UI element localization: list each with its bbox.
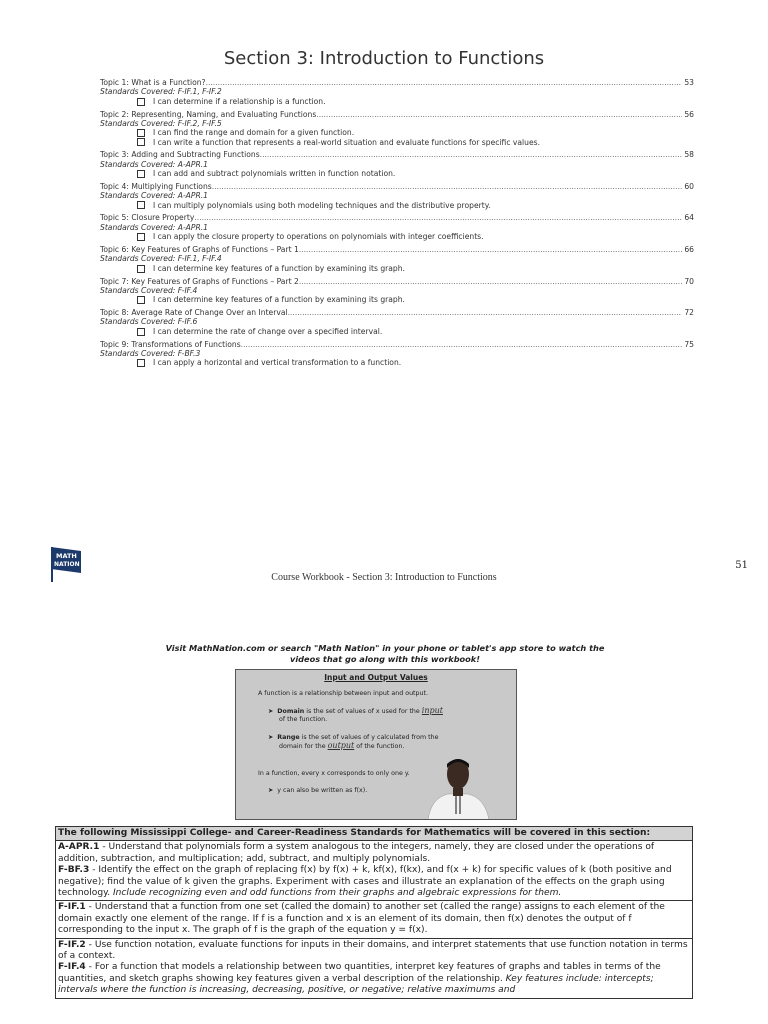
topic-title: Topic 4: Multiplying Functions [100, 181, 212, 191]
topic-line[interactable] [100, 182, 694, 191]
objective-item [100, 295, 694, 304]
promo-line2: videos that go along with this workbook! [290, 654, 480, 664]
toc-topic [100, 340, 694, 368]
standards-covered: Standards Covered: A-APR.1 [100, 222, 208, 232]
standards-covered: Standards Covered: F-IF.1, F-IF.2 [100, 87, 222, 97]
standard-text: - Identify the effect on the graph of replacing f(x) by f(x) + k, kf(x), f(kx), and f(x + k) for specific values of k (both positive and negative); find the value of k given the graphs. Experiment with cases and illustrate an explanation of the effects on the graph using technology. [58, 865, 672, 899]
domain-text: is the set of values of x used for the [304, 708, 422, 715]
objective-item [100, 327, 694, 336]
topic-line[interactable] [100, 245, 694, 254]
topic-title: Topic 3: Adding and Subtracting Functions [100, 150, 260, 160]
topic-title: Topic 8: Average Rate of Change Over an Interval [100, 308, 288, 318]
standard-text-italic: Include recognizing even and odd functions from their graphs and algebraic expressions for them. [112, 888, 562, 899]
topic-page: 75 [684, 339, 694, 349]
standard-code: F-BF.3 [58, 865, 90, 876]
objective-text: I can write a function that represents a real-world situation and evaluate functions for specific values. [153, 137, 541, 147]
domain-text-cont: of the function. [279, 716, 328, 723]
toc-topic [100, 110, 694, 148]
topic-title: Topic 7: Key Features of Graphs of Functions – Part 2 [100, 276, 299, 286]
checkbox-icon[interactable] [137, 328, 145, 336]
topic-page: 72 [684, 308, 694, 318]
topic-line[interactable] [100, 110, 694, 119]
dot-leader [260, 150, 683, 159]
dot-leader [288, 308, 683, 317]
standards-covered: Standards Covered: F-IF.4 [100, 285, 198, 295]
objective-text: I can add and subtract polynomials written in function notation. [153, 169, 396, 179]
dot-leader [241, 340, 683, 349]
dot-leader [212, 182, 683, 191]
table-row [56, 939, 692, 998]
checkbox-icon[interactable] [137, 296, 145, 304]
objective-item [100, 169, 694, 178]
topic-title: Topic 6: Key Features of Graphs of Functions – Part 1 [100, 244, 299, 254]
topic-line[interactable] [100, 213, 694, 222]
objective-item [100, 201, 694, 210]
toc-topic [100, 182, 694, 210]
dot-leader [194, 213, 682, 222]
range-text-cont: domain for the [279, 743, 328, 750]
toc-topic [100, 213, 694, 241]
standard-text: - Understand that polynomials form a system analogous to the integers, namely, they are closed under the operations of addition, subtraction, and multiplication; add, subtract, and multiply polynomials. [58, 842, 655, 864]
toc-topic [100, 245, 694, 273]
topic-page: 56 [684, 109, 694, 119]
topic-line[interactable] [100, 340, 694, 349]
dot-leader [206, 78, 683, 87]
arrow-bullet-icon: ➤ [268, 708, 278, 715]
video-title: Input and Output Values [324, 673, 428, 682]
standard-text: - For a function that models a relationship between two quantities, interpret key features of graphs and tables in terms of the quantities, and sketch graphs showing key features given a verbal description of the relationship. [58, 962, 661, 984]
topic-line[interactable] [100, 78, 694, 87]
standards-covered: Standards Covered: F-IF.2, F-IF.5 [100, 118, 222, 128]
checkbox-icon[interactable] [137, 170, 145, 178]
page-number: 51 [735, 560, 748, 571]
topic-page: 60 [684, 181, 694, 191]
topic-page: 53 [684, 78, 694, 87]
objective-text: I can apply the closure property to operations on polynomials with integer coefficients. [153, 232, 484, 242]
objective-text: I can apply a horizontal and vertical transformation to a function. [153, 358, 402, 368]
table-row [56, 901, 692, 938]
objective-item [100, 232, 694, 241]
topic-page: 70 [684, 276, 694, 286]
standard-code: F-IF.1 [58, 902, 86, 913]
objective-text: I can determine the rate of change over a specified interval. [153, 326, 383, 336]
topic-page: 64 [684, 213, 694, 223]
toc-topic [100, 150, 694, 178]
standard-text-italic: Key features include: intercepts; intervals where the function is increasing, decreasing, positive, or negative; relative maximums and [58, 973, 654, 996]
topic-line[interactable] [100, 308, 694, 317]
dot-leader [316, 110, 682, 119]
domain-label: Domain [277, 708, 305, 715]
standards-covered: Standards Covered: A-APR.1 [100, 191, 208, 201]
objective-item [100, 138, 694, 147]
toc-topic [100, 308, 694, 336]
standard-code: F-IF.2 [58, 939, 86, 950]
arrow-bullet-icon: ➤ [268, 734, 278, 741]
topic-page: 58 [684, 150, 694, 160]
logo-line2: NATION [54, 561, 80, 568]
table-of-contents [100, 78, 694, 371]
objective-text: I can determine key features of a function by examining its graph. [153, 263, 405, 273]
fx-text: y can also be written as f(x). [277, 787, 368, 794]
video-every: In a function, every x corresponds to only one y. [258, 770, 410, 777]
range-label: Range [277, 734, 300, 741]
range-handwriting: output [327, 741, 355, 750]
table-row [56, 841, 692, 901]
checkbox-icon[interactable] [137, 201, 145, 209]
objective-item [100, 264, 694, 273]
standards-covered: Standards Covered: F-IF.1, F-IF.4 [100, 254, 222, 264]
standards-table [55, 826, 693, 999]
video-fx-bullet [268, 787, 367, 795]
standards-covered: Standards Covered: A-APR.1 [100, 159, 208, 169]
logo-line1: MATH [56, 552, 77, 560]
objective-text: I can multiply polynomials using both modeling techniques and the distributive property. [153, 200, 491, 210]
objective-item [100, 358, 694, 367]
topic-line[interactable] [100, 150, 694, 159]
toc-topic [100, 277, 694, 305]
domain-handwriting: input [421, 706, 443, 715]
presenter-image [423, 748, 493, 820]
standard-code: F-IF.4 [58, 962, 86, 973]
footer: Course Workbook - Section 3: Introduction to Functions [271, 572, 497, 583]
topic-title: Topic 1: What is a Function? [100, 78, 206, 87]
video-intro: A function is a relationship between input and output. [258, 690, 428, 697]
topic-page: 66 [684, 244, 694, 254]
standard-text: - Understand that a function from one set (called the domain) to another set (called the range) assigns to each element of the domain exactly one element of the range. If f is a function and x is an element of its domain, then f(x) denotes the output of f corresponding to the input x. The graph of f is the graph of the equation y = f(x). [58, 902, 665, 936]
page-title: Section 3: Introduction to Functions [223, 48, 545, 69]
checkbox-icon[interactable] [137, 265, 145, 273]
standards-covered: Standards Covered: F-IF.6 [100, 317, 198, 327]
checkbox-icon[interactable] [137, 138, 145, 146]
dot-leader [299, 277, 683, 286]
objective-item [100, 97, 694, 106]
objective-text: I can determine key features of a function by examining its graph. [153, 295, 405, 305]
objective-text: I can determine if a relationship is a function. [153, 96, 326, 106]
topic-title: Topic 5: Closure Property [100, 213, 195, 223]
video-domain-bullet [268, 707, 498, 724]
video-thumbnail[interactable] [235, 669, 517, 820]
topic-title: Topic 9: Transformations of Functions [100, 339, 241, 349]
topic-title: Topic 2: Representing, Naming, and Evaluating Functions [100, 109, 317, 119]
standards-covered: Standards Covered: F-BF.3 [100, 348, 201, 358]
range-text-end: of the function. [354, 743, 405, 750]
standard-text: - Use function notation, evaluate functions for inputs in their domains, and interpret statements that use function notation in terms of a context. [58, 939, 688, 962]
checkbox-icon[interactable] [137, 359, 145, 367]
video-promo [130, 643, 640, 665]
standard-code: A-APR.1 [58, 842, 100, 853]
checkbox-icon[interactable] [137, 233, 145, 241]
checkbox-icon[interactable] [137, 129, 145, 137]
dot-leader [299, 245, 683, 254]
objective-text: I can find the range and domain for a given function. [153, 128, 355, 138]
objective-item [100, 128, 694, 137]
arrow-bullet-icon: ➤ [268, 787, 278, 794]
promo-line1: Visit MathNation.com or search "Math Nation" in your phone or tablet's app store to watch the [165, 643, 605, 653]
topic-line[interactable] [100, 277, 694, 286]
range-text: is the set of values of y calculated from the [299, 734, 439, 741]
toc-topic [100, 78, 694, 106]
checkbox-icon[interactable] [137, 98, 145, 106]
standards-table-header: The following Mississippi College- and Career-Readiness Standards for Mathematics will be covered in this section: [56, 827, 692, 841]
